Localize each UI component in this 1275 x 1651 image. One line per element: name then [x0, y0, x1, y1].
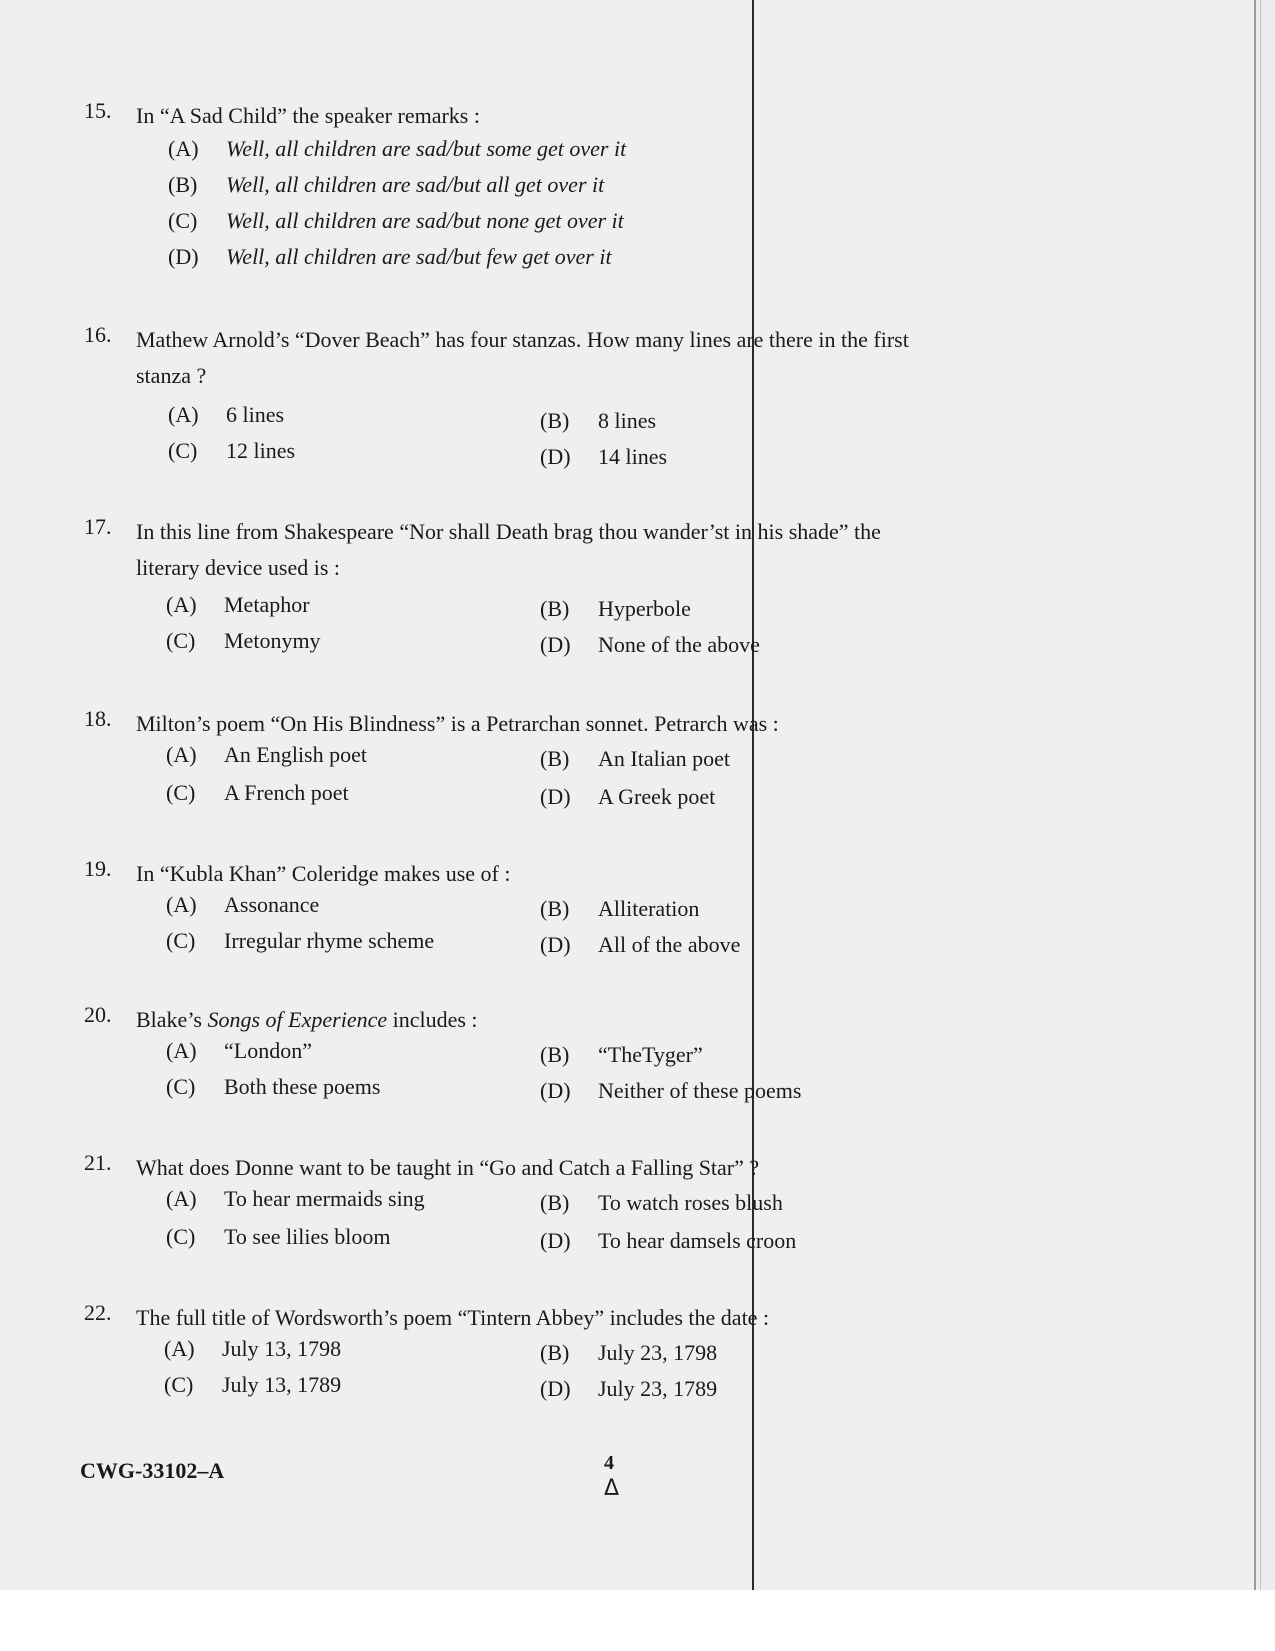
option-text: Irregular rhyme scheme	[224, 928, 435, 953]
option-text: To see lilies bloom	[224, 1224, 391, 1249]
question-number: 19.	[84, 856, 112, 881]
option-letter: (A)	[166, 592, 197, 617]
scan-margin	[0, 1590, 1275, 1651]
option-letter: (C)	[166, 1074, 196, 1099]
option-b[interactable]	[540, 896, 699, 922]
option-text: An Italian poet	[598, 746, 730, 771]
page-number: 4	[604, 1452, 614, 1474]
option-text: None of the above	[598, 632, 760, 657]
option-text: Both these poems	[224, 1074, 381, 1099]
paper-edge-shadow	[1260, 0, 1261, 1590]
option-text: July 13, 1789	[222, 1372, 342, 1397]
option-b[interactable]	[540, 1042, 703, 1068]
option-a[interactable]	[168, 402, 284, 428]
option-text: 12 lines	[226, 438, 296, 463]
option-letter: (C)	[166, 928, 196, 953]
question-number: 20.	[84, 1002, 112, 1027]
option-letter: (B)	[540, 1190, 570, 1215]
option-b[interactable]	[540, 1190, 783, 1216]
option-letter: (A)	[168, 136, 199, 161]
option-text: Neither of these poems	[598, 1078, 802, 1103]
question-text: In this line from Shakespeare “Nor shall Death brag thou wander’st in his shade” the literary device used is :	[136, 519, 881, 580]
option-text: Well, all children are sad/but few get over it	[226, 244, 612, 269]
question-text: Mathew Arnold’s “Dover Beach” has four stanzas. How many lines are there in the first stanza ?	[136, 327, 909, 388]
option-text: 8 lines	[598, 408, 657, 433]
option-letter: (C)	[164, 1372, 194, 1397]
option-text: Metonymy	[224, 628, 321, 653]
question-text	[136, 1002, 916, 1038]
option-text: Hyperbole	[598, 596, 691, 621]
option-b[interactable]	[540, 746, 730, 772]
option-b[interactable]	[540, 596, 691, 622]
option-text: “TheTyger”	[598, 1042, 703, 1067]
option-text: July 13, 1798	[222, 1336, 342, 1361]
option-b[interactable]	[540, 1340, 717, 1366]
option-text: To hear mermaids sing	[224, 1186, 425, 1211]
option-letter: (C)	[168, 438, 198, 463]
option-letter: (B)	[540, 408, 570, 433]
question-number: 17.	[84, 514, 112, 539]
option-text: A French poet	[224, 780, 349, 805]
question-text: In “Kubla Khan” Coleridge makes use of :	[136, 861, 511, 886]
option-letter: (D)	[540, 1376, 571, 1401]
booklet-code: CWG-33102–A	[80, 1458, 225, 1483]
option-d[interactable]	[540, 784, 715, 810]
option-letter: (B)	[540, 1042, 570, 1067]
option-b[interactable]	[168, 172, 604, 198]
option-letter: (A)	[164, 1336, 195, 1361]
option-c[interactable]	[164, 1372, 341, 1398]
option-letter: (B)	[540, 596, 570, 621]
option-d[interactable]	[168, 244, 612, 270]
option-letter: (D)	[540, 1228, 571, 1253]
option-text: Well, all children are sad/but none get over it	[226, 208, 624, 233]
option-letter: (B)	[540, 896, 570, 921]
work-title: Songs of Experience	[207, 1007, 388, 1032]
option-text: Well, all children are sad/but some get over it	[226, 136, 627, 161]
question-text: In “A Sad Child” the speaker remarks :	[136, 103, 480, 128]
option-c[interactable]	[168, 438, 295, 464]
option-letter: (B)	[540, 746, 570, 771]
option-a[interactable]	[166, 1186, 425, 1212]
option-letter: (D)	[540, 932, 571, 957]
option-d[interactable]	[540, 932, 740, 958]
option-a[interactable]	[166, 742, 367, 768]
option-letter: (D)	[540, 1078, 571, 1103]
option-text: To watch roses blush	[598, 1190, 783, 1215]
option-a[interactable]	[168, 136, 626, 162]
option-letter: (D)	[168, 244, 199, 269]
option-letter: (A)	[166, 1186, 197, 1211]
option-text: A Greek poet	[598, 784, 716, 809]
option-text: Well, all children are sad/but all get over it	[226, 172, 605, 197]
option-letter: (C)	[168, 208, 198, 233]
question-number: 18.	[84, 706, 112, 731]
option-c[interactable]	[166, 780, 349, 806]
option-letter: (A)	[168, 402, 199, 427]
option-letter: (A)	[166, 742, 197, 767]
option-letter: (C)	[166, 1224, 196, 1249]
option-letter: (B)	[168, 172, 198, 197]
option-a[interactable]	[166, 1038, 312, 1064]
option-c[interactable]	[166, 1224, 391, 1250]
option-letter: (A)	[166, 1038, 197, 1063]
option-d[interactable]	[540, 1228, 796, 1254]
question-text: What does Donne want to be taught in “Go and Catch a Falling Star” ?	[136, 1155, 760, 1180]
option-d[interactable]	[540, 1376, 717, 1402]
option-letter: (A)	[166, 892, 197, 917]
option-c[interactable]	[166, 1074, 380, 1100]
question-number: 21.	[84, 1150, 112, 1175]
option-text: 6 lines	[226, 402, 285, 427]
question-number: 22.	[84, 1300, 112, 1325]
question-number: 16.	[84, 322, 112, 347]
fold-line	[752, 0, 754, 1590]
option-b[interactable]	[540, 408, 656, 434]
question-text: Milton’s poem “On His Blindness” is a Petrarchan sonnet. Petrarch was :	[136, 711, 779, 736]
option-text: To hear damsels croon	[598, 1228, 797, 1253]
option-d[interactable]	[540, 444, 667, 470]
option-letter: (C)	[166, 628, 196, 653]
option-c[interactable]	[166, 928, 434, 954]
option-text: All of the above	[598, 932, 741, 957]
option-text: July 23, 1789	[598, 1376, 718, 1401]
question-text: The full title of Wordsworth’s poem “Tintern Abbey” includes the date :	[136, 1305, 770, 1330]
option-letter: (D)	[540, 632, 571, 657]
option-text: July 23, 1798	[598, 1340, 718, 1365]
triangle-mark-icon: Δ	[604, 1476, 620, 1501]
option-text: Metaphor	[224, 592, 310, 617]
option-d[interactable]	[540, 1078, 801, 1104]
question-text-start: Blake’s	[136, 1007, 208, 1032]
option-text: An English poet	[224, 742, 367, 767]
option-letter: (B)	[540, 1340, 570, 1365]
option-c[interactable]	[166, 628, 321, 654]
option-text: “London”	[224, 1038, 312, 1063]
option-letter: (D)	[540, 784, 571, 809]
option-c[interactable]	[168, 208, 624, 234]
paper-edge	[1254, 0, 1256, 1590]
option-letter: (C)	[166, 780, 196, 805]
option-text: Assonance	[224, 892, 320, 917]
option-text: 14 lines	[598, 444, 668, 469]
question-text-end: includes :	[387, 1007, 478, 1032]
option-a[interactable]	[164, 1336, 341, 1362]
option-text: Alliteration	[598, 896, 700, 921]
option-a[interactable]	[166, 592, 310, 618]
question-number: 15.	[84, 98, 112, 123]
option-d[interactable]	[540, 632, 760, 658]
option-a[interactable]	[166, 892, 319, 918]
option-letter: (D)	[540, 444, 571, 469]
